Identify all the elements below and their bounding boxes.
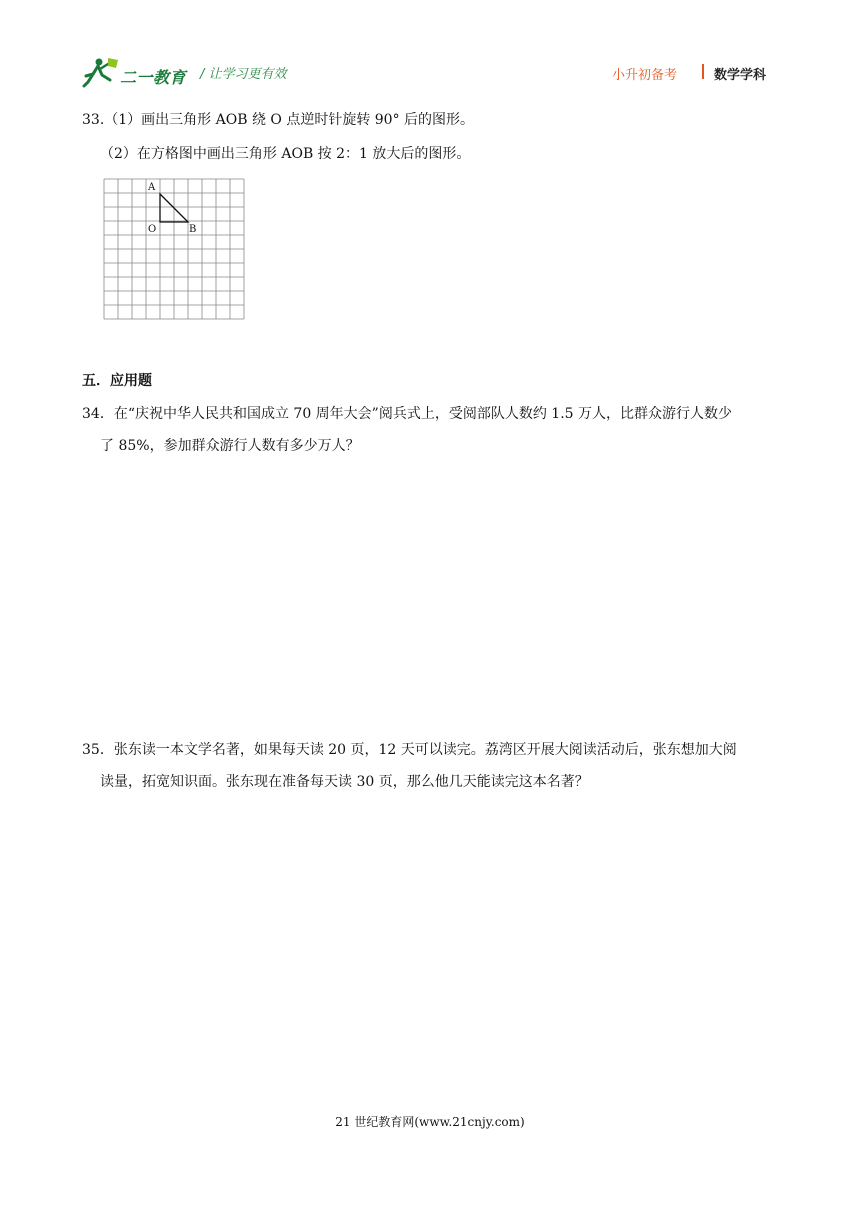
question-35-line2: 读量，拓宽知识面。张东现在准备每天读 30 页，那么他几天能读完这本名著？ (100, 774, 589, 790)
label-a: A (148, 182, 156, 193)
section-title: 五．应用题 (82, 373, 152, 389)
label-o: O (148, 224, 157, 235)
page-header (82, 56, 776, 90)
question-34 (82, 398, 782, 462)
square-grid (103, 178, 245, 320)
page-footer: 21 世纪教育网(www.21cnjy.com) (335, 1115, 525, 1129)
question-34-line1: 34．在“庆祝中华人民共和国成立 70 周年大会”阅兵式上，受阅部队人数约 1.5 万人，比群众游行人数少 (82, 406, 733, 422)
header-divider (702, 64, 704, 79)
exam-label: 小升初备考 (612, 68, 678, 83)
question-35 (82, 734, 782, 798)
label-b: B (189, 224, 197, 235)
question-34-line2: 了 85%，参加群众游行人数有多少万人？ (100, 438, 360, 454)
runner-icon (82, 56, 122, 90)
question-33-line2: （2）在方格图中画出三角形 AOB 按 2：1 放大后的图形。 (100, 146, 471, 162)
question-35-line1: 35．张东读一本文学名著，如果每天读 20 页，12 天可以读完。荔湾区开展大阅读活动后，张东想加大阅 (82, 742, 737, 758)
slogan: / 让学习更有效 (200, 67, 287, 82)
logo-text: 二一教育 (120, 68, 187, 87)
grid-svg (103, 178, 245, 320)
subject-label: 数学学科 (714, 68, 767, 83)
logo (82, 56, 192, 90)
question-33-line1: 33.（1）画出三角形 AOB 绕 O 点逆时针旋转 90° 后的图形。 (82, 112, 475, 128)
